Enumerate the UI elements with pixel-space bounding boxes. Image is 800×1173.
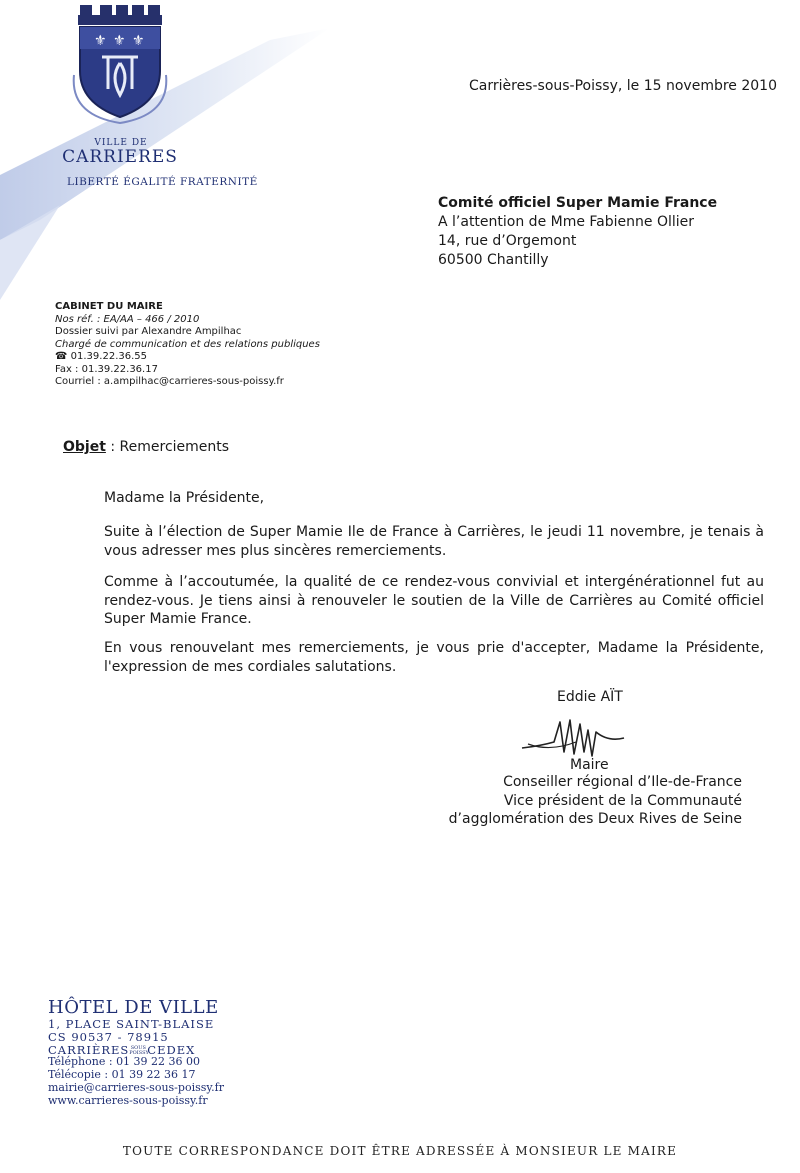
body-paragraph: Suite à l’élection de Super Mamie Ile de France à Carrières, le jeudi 11 novembre, je tenais à vous adresser mes plus sincères remerciements.	[104, 524, 764, 559]
town-hall-name: HÔTEL DE VILLE	[48, 997, 219, 1018]
city-name: CARRIERES	[62, 147, 178, 167]
role-line: Conseiller régional d’Ile-de-France	[503, 774, 742, 790]
subject-text: Remerciements	[119, 439, 230, 455]
addressee-block	[438, 194, 717, 270]
motto: LIBERTÉ ÉGALITÉ FRATERNITÉ	[67, 176, 258, 188]
reference: Nos réf. : EA/AA – 466 / 2010	[55, 313, 200, 325]
email-line: Courriel : a.ampilhac@carrieres-sous-poissy.fr	[55, 376, 284, 387]
phone-number: 01.39.22.36.55	[70, 351, 147, 362]
subject-line	[63, 439, 229, 455]
town-hall-city-sub: SOUS POISSY	[129, 1044, 149, 1056]
signatory-title: Maire	[570, 757, 609, 773]
svg-text:⚜: ⚜	[132, 33, 145, 49]
contact-role: Chargé de communication et des relations publiques	[55, 338, 320, 350]
town-hall-block	[48, 997, 224, 1108]
town-hall-email: mairie@carrieres-sous-poissy.fr	[48, 1080, 224, 1094]
town-hall-website: www.carrieres-sous-poissy.fr	[48, 1093, 208, 1107]
salutation: Madame la Présidente,	[104, 490, 265, 506]
addressee-street: 14, rue d’Orgemont	[438, 233, 577, 249]
town-hall-city: CARRIÈRES	[48, 1042, 130, 1057]
body-paragraph: Comme à l’accoutumée, la qualité de ce rendez-vous convivial et intergénérationnel fut au rendez-vous. Je tiens ainsi à renouveler le soutien de la Ville de Carrières au Comité officiel Super Mamie France.	[104, 574, 764, 627]
footer-notice: TOUTE CORRESPONDANCE DOIT ÊTRE ADRESSÉE À MONSIEUR LE MAIRE	[122, 1144, 678, 1158]
addressee-city: 60500 Chantilly	[438, 252, 549, 268]
role-line: d’agglomération des Deux Rives de Seine	[448, 811, 742, 827]
signatory-roles	[402, 773, 742, 829]
phone-line	[55, 351, 320, 364]
town-hall-cs: CS 90537 - 78915	[48, 1029, 169, 1044]
date-line: Carrières-sous-Poissy, le 15 novembre 2010	[469, 78, 777, 94]
fax-line: Fax : 01.39.22.36.17	[55, 363, 158, 375]
city-wordmark	[30, 138, 210, 167]
subject-label: Objet	[63, 439, 106, 455]
town-hall-address: 1, PLACE SAINT-BLAISE	[48, 1017, 215, 1031]
town-hall-cedex: CEDEX	[147, 1042, 196, 1057]
coat-of-arms-icon	[72, 5, 168, 125]
subject-separator: :	[105, 439, 120, 455]
body-paragraph: En vous renouvelant mes remerciements, je vous prie d'accepter, Madame la Présidente, l'expression de mes cordiales salutations.	[104, 640, 764, 675]
addressee-organization: Comité officiel Super Mamie France	[438, 195, 718, 211]
telephone-icon: ☎	[55, 351, 68, 362]
town-hall-fax: Télécopie : 01 39 22 36 17	[48, 1068, 196, 1082]
cabinet-block	[55, 301, 320, 389]
cabinet-title: CABINET DU MAIRE	[55, 301, 163, 312]
followed-by: Dossier suivi par Alexandre Ampilhac	[55, 326, 242, 337]
ville-de-label: VILLE DE	[94, 138, 148, 148]
town-hall-phone: Téléphone : 01 39 22 36 00	[48, 1055, 201, 1069]
svg-text:⚜: ⚜	[94, 33, 107, 49]
addressee-attention: A l’attention de Mme Fabienne Ollier	[438, 214, 695, 230]
signatory-name: Eddie AÏT	[557, 689, 623, 705]
svg-text:⚜: ⚜	[113, 33, 126, 49]
role-line: Vice président de la Communauté	[503, 792, 742, 809]
